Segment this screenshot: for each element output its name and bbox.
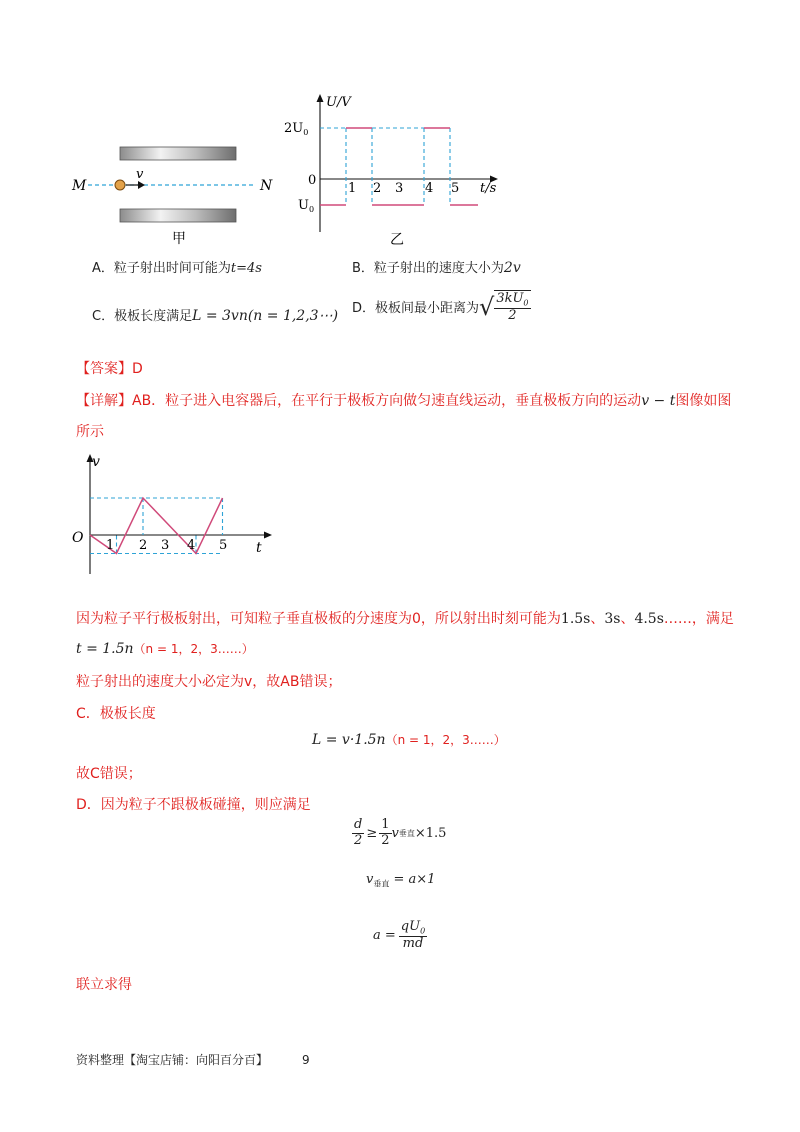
equation-1: $\frac{d}{2}$ ≥ $\frac{1}{2}$ v 垂直 ×1.5: [354, 817, 447, 848]
explain-p8: 联立求得: [76, 977, 132, 993]
detail-label: 【详解】: [76, 393, 132, 409]
option-c-prefix: C．极板长度满足: [92, 309, 193, 324]
footer-text: 资料整理【淘宝店铺：向阳百分百】: [76, 1053, 269, 1067]
vt-tick-4: 4: [187, 538, 196, 553]
t-tick-3: 3: [395, 181, 404, 196]
equation-3: a = $\frac{qU_0}{md}$: [373, 919, 426, 951]
detail-line-1: 【详解】AB．粒子进入电容器后，在平行于极板方向做匀速直线运动，垂直极板方向的运动v − t图像如图: [76, 393, 732, 409]
explain-p1: 因为粒子平行极板射出，可知粒子垂直极板的分速度为0，所以射出时刻可能为1.5s、3s、4.5s……，满足: [76, 611, 734, 627]
vt-origin: O: [72, 530, 84, 546]
explain-p6: 故C错误；: [76, 766, 142, 782]
option-b: [352, 257, 521, 276]
option-b-math: 2v: [503, 260, 521, 276]
figure-jia: [60, 135, 300, 250]
u-axis-label: U/V: [326, 95, 351, 110]
vt-tick-3: 3: [161, 538, 170, 553]
vt-tick-5: 5: [219, 538, 228, 553]
explain-p4: C．极板长度: [76, 706, 156, 722]
option-d-prefix: D．极板间最小距离为: [352, 301, 480, 317]
vt-tick-1: 1: [106, 538, 115, 553]
option-d: [352, 290, 531, 324]
t-axis-label: t/s: [480, 181, 497, 196]
particle-dot: [115, 180, 125, 190]
tick-2u0: $2U_0$: [284, 121, 309, 137]
option-c-math: L = 3vn(n = 1,2,3⋯): [192, 308, 339, 324]
figure-yi: [282, 92, 512, 252]
vt-graph: [68, 452, 288, 582]
vt-t-axis-arrow: [264, 532, 272, 539]
label-v: v: [136, 167, 144, 182]
caption-yi: 乙: [390, 232, 404, 248]
option-a-math: t=4s: [230, 261, 262, 276]
vt-x-label: t: [256, 540, 262, 556]
sqrt-sign: √: [479, 292, 495, 321]
t-tick-4: 4: [425, 181, 434, 196]
explain-p3: 粒子射出的速度大小必定为v，故AB错误；: [76, 674, 342, 690]
explain-p7: D．因为粒子不跟极板碰撞，则应满足: [76, 797, 311, 813]
vt-y-label: v: [92, 454, 100, 470]
option-a: [92, 257, 262, 276]
tick-u0: $U_0$: [298, 198, 315, 214]
explain-p2: t = 1.5n（n = 1，2，3……）: [76, 641, 254, 657]
option-b-prefix: B．粒子射出的速度大小为: [352, 261, 504, 276]
label-n: N: [260, 178, 273, 194]
answer-line: [76, 358, 143, 378]
label-m: M: [72, 178, 87, 194]
vt-tick-2: 2: [139, 538, 148, 553]
explain-p5: L = v·1.5n（n = 1，2，3……）: [312, 732, 506, 748]
u-axis-arrow: [317, 94, 324, 102]
caption-jia: 甲: [172, 231, 186, 247]
footer: [76, 1051, 310, 1068]
t-tick-5: 5: [451, 181, 460, 196]
velocity-arrowhead: [138, 181, 145, 189]
equation-2: $v_{垂直} = a\times 1$: [366, 872, 436, 889]
lower-plate: [120, 209, 236, 222]
page-number: 9: [302, 1053, 310, 1067]
tick-zero: 0: [308, 173, 317, 188]
option-a-prefix: A．粒子射出时间可能为: [92, 261, 231, 276]
t-tick-1: 1: [348, 181, 357, 196]
option-c: [92, 305, 338, 324]
detail-line-2: 所示: [76, 424, 104, 440]
option-d-math: √ $\frac{3kU_0}{2}$: [479, 291, 529, 323]
upper-plate: [120, 147, 236, 160]
answer-label: 【答案】: [76, 361, 132, 377]
answer-value: D: [132, 361, 143, 377]
t-tick-2: 2: [373, 181, 382, 196]
